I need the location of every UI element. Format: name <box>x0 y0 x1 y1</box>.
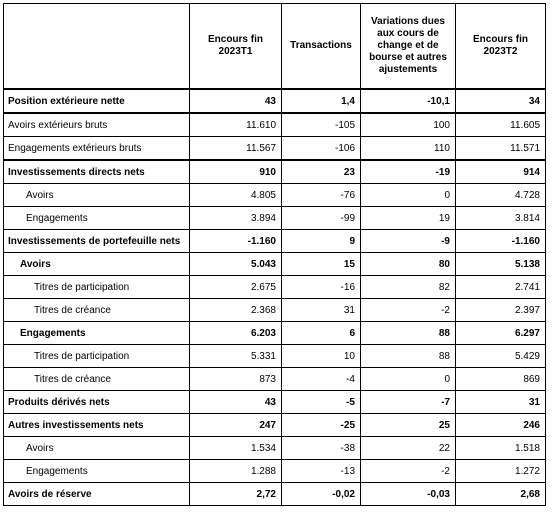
cell-value: 11.571 <box>456 137 546 161</box>
header-row <box>4 4 546 90</box>
cell-value: 11.605 <box>456 113 546 137</box>
row-label: Titres de participation <box>4 276 190 299</box>
row-label: Engagements <box>4 207 190 230</box>
cell-value: -4 <box>282 368 361 391</box>
table-row <box>4 437 546 460</box>
header-variations: Variations dues aux cours de change et de bourse et autres ajustements <box>361 4 456 90</box>
table-row <box>4 345 546 368</box>
cell-value: -1.160 <box>456 230 546 253</box>
table-row <box>4 276 546 299</box>
cell-value: -38 <box>282 437 361 460</box>
cell-value: 19 <box>361 207 456 230</box>
cell-value: 1.518 <box>456 437 546 460</box>
cell-value: -2 <box>361 299 456 322</box>
cell-value: -76 <box>282 184 361 207</box>
cell-value: 110 <box>361 137 456 161</box>
table-row <box>4 137 546 161</box>
cell-value: 34 <box>456 89 546 113</box>
table-row <box>4 230 546 253</box>
row-label: Avoirs de réserve <box>4 483 190 506</box>
iip-table <box>3 3 546 506</box>
cell-value: -105 <box>282 113 361 137</box>
cell-value: 2.741 <box>456 276 546 299</box>
row-label: Engagements <box>4 460 190 483</box>
table-row <box>4 368 546 391</box>
cell-value: 31 <box>282 299 361 322</box>
table-row <box>4 184 546 207</box>
table-row <box>4 207 546 230</box>
cell-value: 1.272 <box>456 460 546 483</box>
table-row <box>4 460 546 483</box>
table-row <box>4 89 546 113</box>
table-row <box>4 391 546 414</box>
cell-value: 43 <box>190 391 282 414</box>
cell-value: 4.805 <box>190 184 282 207</box>
cell-value: 100 <box>361 113 456 137</box>
row-label: Avoirs <box>4 184 190 207</box>
cell-value: 9 <box>282 230 361 253</box>
cell-value: -2 <box>361 460 456 483</box>
cell-value: 15 <box>282 253 361 276</box>
table-row <box>4 414 546 437</box>
table-row <box>4 299 546 322</box>
cell-value: 0 <box>361 184 456 207</box>
cell-value: 910 <box>190 160 282 184</box>
cell-value: -1.160 <box>190 230 282 253</box>
cell-value: 0 <box>361 368 456 391</box>
cell-value: 914 <box>456 160 546 184</box>
table-row <box>4 160 546 184</box>
cell-value: 10 <box>282 345 361 368</box>
cell-value: 869 <box>456 368 546 391</box>
cell-value: -16 <box>282 276 361 299</box>
cell-value: -99 <box>282 207 361 230</box>
row-label: Avoirs <box>4 437 190 460</box>
cell-value: 6 <box>282 322 361 345</box>
row-label: Avoirs extérieurs bruts <box>4 113 190 137</box>
table-row <box>4 113 546 137</box>
header-blank-cell <box>4 4 190 90</box>
cell-value: 2,72 <box>190 483 282 506</box>
cell-value: 3.894 <box>190 207 282 230</box>
cell-value: 5.331 <box>190 345 282 368</box>
cell-value: 5.138 <box>456 253 546 276</box>
cell-value: 4.728 <box>456 184 546 207</box>
cell-value: 22 <box>361 437 456 460</box>
cell-value: 2.675 <box>190 276 282 299</box>
cell-value: -5 <box>282 391 361 414</box>
cell-value: 5.043 <box>190 253 282 276</box>
row-label: Titres de participation <box>4 345 190 368</box>
row-label: Produits dérivés nets <box>4 391 190 414</box>
table-row <box>4 483 546 506</box>
cell-value: 247 <box>190 414 282 437</box>
cell-value: 873 <box>190 368 282 391</box>
cell-value: 1,4 <box>282 89 361 113</box>
cell-value: 11.567 <box>190 137 282 161</box>
cell-value: -0,03 <box>361 483 456 506</box>
cell-value: -106 <box>282 137 361 161</box>
row-label: Investissements directs nets <box>4 160 190 184</box>
cell-value: 2.397 <box>456 299 546 322</box>
row-label: Avoirs <box>4 253 190 276</box>
cell-value: 2,68 <box>456 483 546 506</box>
cell-value: 25 <box>361 414 456 437</box>
row-label: Engagements extérieurs bruts <box>4 137 190 161</box>
cell-value: -13 <box>282 460 361 483</box>
cell-value: 31 <box>456 391 546 414</box>
iip-table-container <box>3 3 546 506</box>
cell-value: 88 <box>361 345 456 368</box>
cell-value: 1.288 <box>190 460 282 483</box>
row-label: Titres de créance <box>4 299 190 322</box>
cell-value: 246 <box>456 414 546 437</box>
row-label: Engagements <box>4 322 190 345</box>
header-transactions: Transactions <box>282 4 361 90</box>
cell-value: -0,02 <box>282 483 361 506</box>
cell-value: 11.610 <box>190 113 282 137</box>
header-encours-2023t2: Encours fin 2023T2 <box>456 4 546 90</box>
cell-value: 43 <box>190 89 282 113</box>
row-label: Titres de créance <box>4 368 190 391</box>
table-row <box>4 253 546 276</box>
cell-value: 80 <box>361 253 456 276</box>
cell-value: 3.814 <box>456 207 546 230</box>
cell-value: 82 <box>361 276 456 299</box>
row-label: Investissements de portefeuille nets <box>4 230 190 253</box>
cell-value: -19 <box>361 160 456 184</box>
header-encours-2023t1: Encours fin 2023T1 <box>190 4 282 90</box>
cell-value: -25 <box>282 414 361 437</box>
cell-value: 23 <box>282 160 361 184</box>
row-label: Position extérieure nette <box>4 89 190 113</box>
cell-value: 6.203 <box>190 322 282 345</box>
cell-value: 88 <box>361 322 456 345</box>
cell-value: -7 <box>361 391 456 414</box>
cell-value: 2.368 <box>190 299 282 322</box>
table-row <box>4 322 546 345</box>
cell-value: 6.297 <box>456 322 546 345</box>
cell-value: 1.534 <box>190 437 282 460</box>
row-label: Autres investissements nets <box>4 414 190 437</box>
cell-value: -10,1 <box>361 89 456 113</box>
cell-value: 5.429 <box>456 345 546 368</box>
cell-value: -9 <box>361 230 456 253</box>
